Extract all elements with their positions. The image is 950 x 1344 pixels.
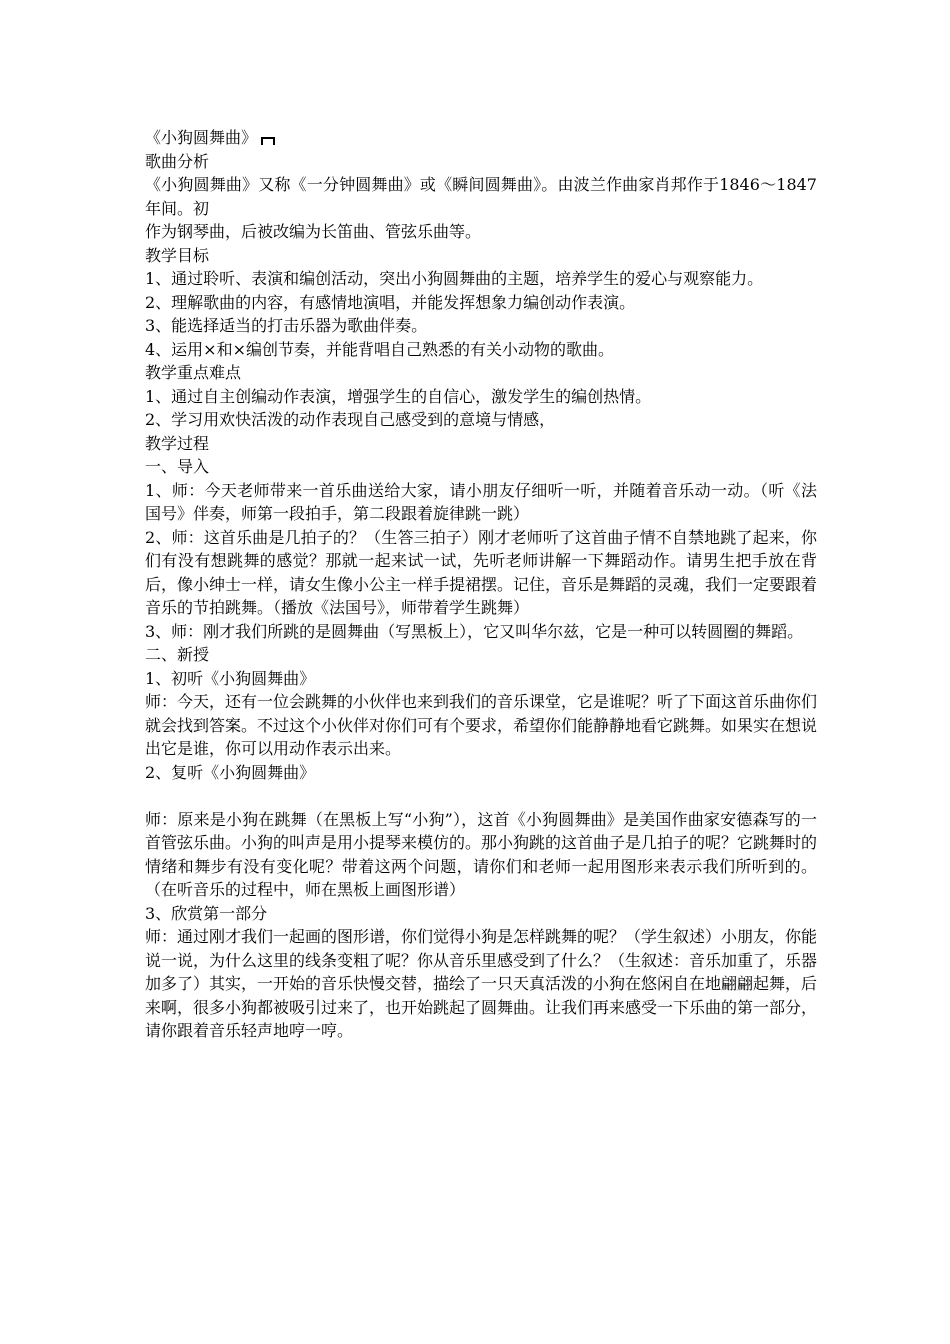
goal-item-1: 1、通过聆听、表演和编创活动，突出小狗圆舞曲的主题，培养学生的爱心与观察能力。 xyxy=(145,269,764,288)
new-lesson-step-1: 1、初听《小狗圆舞曲》 xyxy=(145,668,316,688)
goal-item-2: 2、理解歌曲的内容，有感情地演唱，并能发挥想象力编创动作表演。 xyxy=(145,292,636,312)
section-heading-key-points: 教学重点难点 xyxy=(145,363,242,382)
section-heading-goals: 教学目标 xyxy=(145,245,210,265)
goal-item-4: 4、运用×和×编创节奏，并能背唱自己熟悉的有关小动物的歌曲。 xyxy=(145,339,614,359)
goal-item-3: 3、能选择适当的打击乐器为歌曲伴奏。 xyxy=(145,316,428,335)
process-paragraph-1: 1、师：今天老师带来一首乐曲送给大家，请小朋友仔细听一听，并随着音乐动一动。（听《法国号》伴奏，师第一段拍手，第二段跟着旋律跳一跳） xyxy=(145,480,817,523)
blank-line xyxy=(145,784,817,808)
new-lesson-paragraph-2: 师：原来是小狗在跳舞（在黑板上写“小狗”），这首《小狗圆舞曲》是美国作曲家安德森写的一首管弦乐曲。小狗的叫声是用小提琴来模仿的。那小狗跳的这首曲子是几拍子的呢？它跳舞时的情绪和舞步有没有变化呢？带着这两个问题，请你们和老师一起用图形来表示我们所听到的。（在听音乐的过程中，师在黑板上画图形谱） xyxy=(145,809,818,899)
subheading-intro: 一、导入 xyxy=(145,457,210,476)
key-point-item-1: 1、通过自主创编动作表演，增强学生的自信心，激发学生的编创热情。 xyxy=(145,386,652,406)
document-body xyxy=(145,126,817,1043)
subheading-new-lesson: 二、新授 xyxy=(145,645,210,664)
document-title-row xyxy=(145,126,817,150)
key-point-item-2: 2、学习用欢快活泼的动作表现自己感受到的意境与情感， xyxy=(145,410,556,429)
process-paragraph-2: 2、师：这首乐曲是几拍子的？（生答三拍子）刚才老师听了这首曲子情不自禁地跳了起来，你们有没有想跳舞的感觉？那就一起来试一试，先听老师讲解一下舞蹈动作。请男生把手放在背后，像小绅士一样，请女生像小公主一样手提裙摆。记住，音乐是舞蹈的灵魂，我们一定要跟着音乐的节拍跳舞。（播放《法国号》，师带着学生跳舞） xyxy=(145,527,818,617)
paragraph-song-intro: 《小狗圆舞曲》又称《一分钟圆舞曲》或《瞬间圆舞曲》。由波兰作曲家肖邦作于1846～1847年间。初 xyxy=(145,175,817,218)
new-lesson-paragraph-1: 师：今天，还有一位会跳舞的小伙伴也来到我们的音乐课堂，它是谁呢？听了下面这首乐曲你们就会找到答案。不过这个小伙伴对你们可有个要求，希望你们能静静地看它跳舞。如果实在想说出它是谁，你可以用动作表示出来。 xyxy=(145,692,818,758)
section-heading-process: 教学过程 xyxy=(145,433,210,453)
bracket-mark-icon xyxy=(261,137,275,145)
paragraph-song-adaptation: 作为钢琴曲，后被改编为长笛曲、管弦乐曲等。 xyxy=(145,222,482,241)
new-lesson-step-3: 3、欣赏第一部分 xyxy=(145,903,268,923)
section-heading-song-analysis: 歌曲分析 xyxy=(145,151,210,171)
new-lesson-step-2: 2、复听《小狗圆舞曲》 xyxy=(145,762,316,782)
process-paragraph-3: 3、师：刚才我们所跳的是圆舞曲（写黑板上），它又叫华尔兹，它是一种可以转圆圈的舞蹈。 xyxy=(145,621,804,641)
document-title: 《小狗圆舞曲》 xyxy=(145,128,258,147)
new-lesson-paragraph-3: 师：通过刚才我们一起画的图形谱，你们觉得小狗是怎样跳舞的呢？（学生叙述）小朋友，你能说一说，为什么这里的线条变粗了呢？你从音乐里感受到了什么？（生叙述：音乐加重了，乐器加多了）其实，一开始的音乐快慢交替，描绘了一只天真活泼的小狗在悠闲自在地翩翩起舞，后来啊，很多小狗都被吸引过来了，也开始跳起了圆舞曲。让我们再来感受一下乐曲的第一部分，请你跟着音乐轻声地哼一哼。 xyxy=(145,927,818,1040)
